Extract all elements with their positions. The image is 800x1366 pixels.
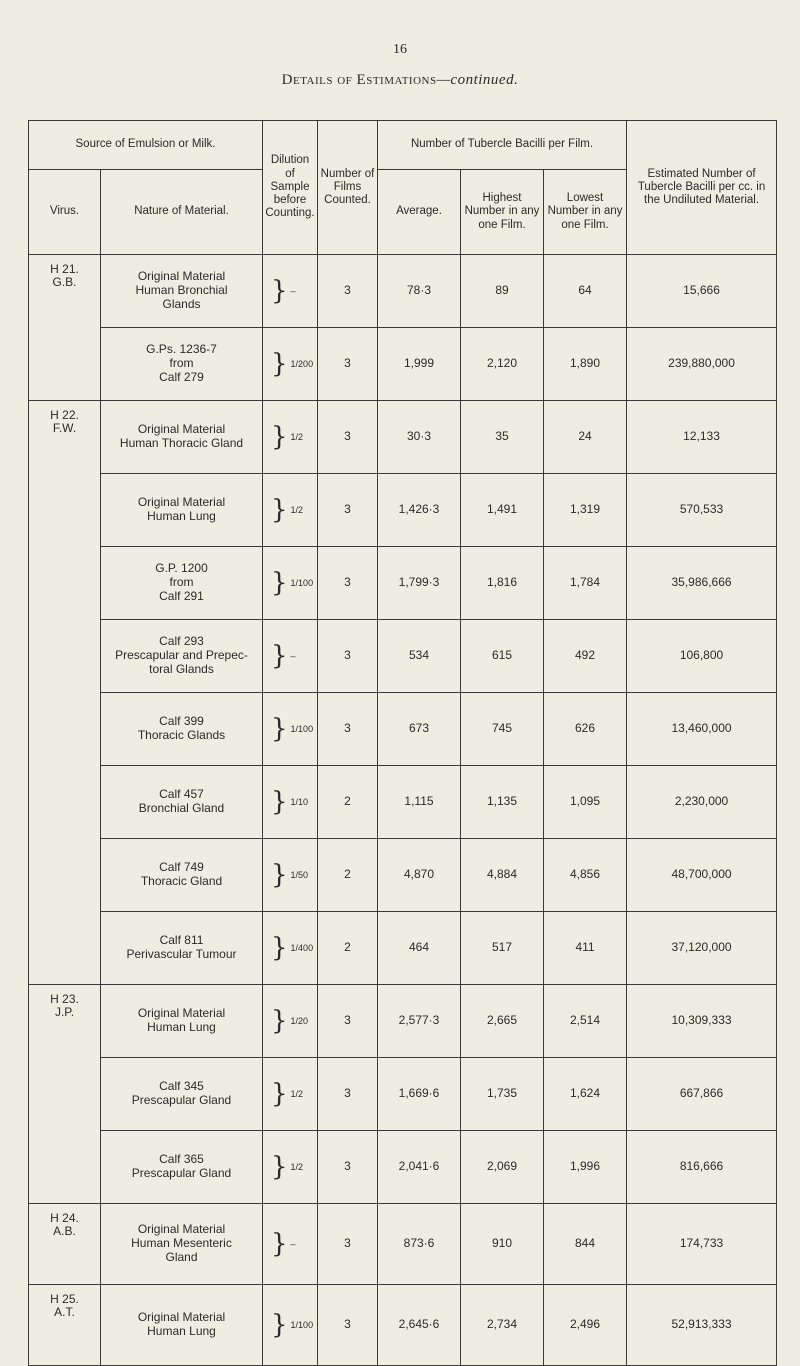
average-cell: 1,426·3	[378, 474, 461, 547]
material-line: Human Thoracic Gland	[119, 436, 244, 450]
dilution-cell	[263, 474, 318, 547]
brace-icon: }	[271, 1152, 288, 1182]
estimated-cell: 2,230,000	[627, 766, 777, 839]
highest-cell: 1,735	[461, 1058, 544, 1131]
highest-cell: 2,734	[461, 1285, 544, 1366]
films-cell: 3	[318, 547, 378, 620]
table-row	[29, 620, 777, 693]
lowest-cell: 2,514	[544, 985, 627, 1058]
table-row	[29, 547, 777, 620]
dilution-cell	[263, 985, 318, 1058]
average-cell: 873·6	[378, 1204, 461, 1285]
material-line: Original Material	[137, 269, 226, 284]
table-row	[29, 255, 777, 328]
estimated-cell: 37,120,000	[627, 912, 777, 985]
estimated-cell: 816,666	[627, 1131, 777, 1204]
material-line: Gland	[165, 1249, 198, 1264]
estimated-cell: 52,913,333	[627, 1285, 777, 1366]
average-cell: 30·3	[378, 401, 461, 474]
table-row	[29, 328, 777, 401]
films-cell: 3	[318, 401, 378, 474]
brace-icon: }	[271, 860, 288, 890]
header-source: Source of Emulsion or Milk.	[29, 121, 263, 170]
material-line: G.P. 1200	[155, 561, 208, 576]
lowest-cell: 1,319	[544, 474, 627, 547]
material-cell	[101, 1131, 263, 1204]
average-cell: 78·3	[378, 255, 461, 328]
highest-cell: 745	[461, 693, 544, 766]
header-virus: Virus.	[29, 170, 101, 255]
dilution-value: 1/100	[290, 1319, 314, 1330]
dilution-value: 1/200	[290, 358, 314, 369]
dilution-cell	[263, 1285, 318, 1366]
dilution-value: 1/2	[290, 504, 304, 515]
material-line: Human Mesenteric	[131, 1236, 232, 1251]
lowest-cell: 24	[544, 401, 627, 474]
virus-cell	[29, 255, 101, 401]
material-line: Thoracic Glands	[137, 728, 226, 742]
table-row	[29, 766, 777, 839]
material-line: Calf 291	[159, 588, 204, 603]
brace-icon: }	[271, 787, 288, 817]
average-cell: 4,870	[378, 839, 461, 912]
material-cell	[101, 328, 263, 401]
brace-icon: }	[271, 1006, 288, 1036]
virus-id: H 24.	[50, 1211, 79, 1225]
dilution-value: 1/2	[290, 431, 304, 442]
dilution-cell	[263, 328, 318, 401]
page-number: 16	[393, 42, 407, 57]
lowest-cell: 1,784	[544, 547, 627, 620]
virus-cell	[29, 1285, 101, 1366]
caption-suffix: —continued.	[436, 72, 519, 88]
material-line: Calf 399	[159, 714, 204, 729]
dilution-cell	[263, 1204, 318, 1285]
dilution-value: 1/2	[290, 1088, 304, 1099]
highest-cell: 615	[461, 620, 544, 693]
table-row	[29, 474, 777, 547]
brace-icon: }	[271, 568, 288, 598]
material-line: Perivascular Tumour	[126, 947, 237, 961]
dilution-cell	[263, 693, 318, 766]
brace-icon: }	[271, 1310, 288, 1340]
material-line: Prescapular Gland	[131, 1166, 232, 1180]
header-highest: Highest Number in any one Film.	[461, 170, 544, 255]
material-cell	[101, 1058, 263, 1131]
estimated-cell: 15,666	[627, 255, 777, 328]
highest-cell: 2,120	[461, 328, 544, 401]
average-cell: 2,577·3	[378, 985, 461, 1058]
virus-cell	[29, 985, 101, 1204]
lowest-cell: 1,996	[544, 1131, 627, 1204]
material-cell	[101, 547, 263, 620]
virus-initials: A.T.	[54, 1305, 75, 1320]
estimated-cell: 174,733	[627, 1204, 777, 1285]
films-cell: 3	[318, 328, 378, 401]
virus-id: H 23.	[50, 992, 79, 1006]
material-cell	[101, 1204, 263, 1285]
dilution-cell	[263, 766, 318, 839]
dilution-cell	[263, 401, 318, 474]
virus-initials: G.B.	[52, 275, 77, 290]
virus-cell	[29, 1204, 101, 1285]
average-cell: 1,115	[378, 766, 461, 839]
dilution-value: 1/100	[290, 723, 314, 734]
material-cell	[101, 693, 263, 766]
virus-initials: J.P.	[54, 1005, 75, 1020]
estimated-cell: 10,309,333	[627, 985, 777, 1058]
material-line: Original Material	[137, 1310, 226, 1325]
dilution-cell	[263, 620, 318, 693]
virus-cell	[29, 401, 101, 985]
films-cell: 3	[318, 1131, 378, 1204]
estimations-table	[28, 120, 777, 1366]
brace-icon: }	[271, 422, 288, 452]
estimated-cell: 35,986,666	[627, 547, 777, 620]
lowest-cell: 411	[544, 912, 627, 985]
material-line: from	[169, 356, 194, 371]
estimated-cell: 106,800	[627, 620, 777, 693]
average-cell: 464	[378, 912, 461, 985]
table-row	[29, 839, 777, 912]
material-cell	[101, 620, 263, 693]
dilution-value: 1/100	[290, 577, 314, 588]
virus-initials: A.B.	[53, 1224, 76, 1239]
highest-cell: 1,491	[461, 474, 544, 547]
material-line: Prescapular and Prepec-	[115, 648, 248, 663]
films-cell: 3	[318, 985, 378, 1058]
table-row	[29, 1204, 777, 1285]
material-cell	[101, 1285, 263, 1366]
highest-cell: 910	[461, 1204, 544, 1285]
material-cell	[101, 255, 263, 328]
estimated-cell: 48,700,000	[627, 839, 777, 912]
material-line: Glands	[162, 296, 201, 311]
dilution-value: 1/400	[290, 942, 314, 953]
virus-initials: F.W.	[52, 421, 77, 436]
dilution-value: –	[290, 285, 296, 296]
material-line: Calf 293	[159, 634, 204, 649]
lowest-cell: 64	[544, 255, 627, 328]
highest-cell: 517	[461, 912, 544, 985]
header-films: Number of Films Counted.	[318, 121, 378, 255]
material-line: Calf 457	[159, 787, 204, 802]
brace-icon: }	[271, 714, 288, 744]
lowest-cell: 492	[544, 620, 627, 693]
header-dilution: Dilution of Sample before Counting.	[263, 121, 318, 255]
material-line: Human Lung	[147, 1020, 216, 1034]
material-line: Original Material	[137, 1222, 226, 1237]
virus-id: H 21.	[50, 262, 79, 276]
films-cell: 3	[318, 474, 378, 547]
material-line: Original Material	[137, 1006, 226, 1021]
dilution-value: 1/50	[290, 869, 309, 880]
lowest-cell: 626	[544, 693, 627, 766]
virus-id: H 22.	[50, 408, 79, 422]
header-estimated: Estimated Number of Tubercle Bacilli per cc. in the Undiluted Material.	[627, 121, 777, 255]
estimated-cell: 570,533	[627, 474, 777, 547]
table-body	[29, 255, 777, 1366]
brace-icon: }	[271, 349, 288, 379]
estimated-cell: 12,133	[627, 401, 777, 474]
virus-id: H 25.	[50, 1292, 79, 1306]
highest-cell: 2,665	[461, 985, 544, 1058]
table-row	[29, 401, 777, 474]
lowest-cell: 1,890	[544, 328, 627, 401]
lowest-cell: 1,624	[544, 1058, 627, 1131]
material-cell	[101, 839, 263, 912]
material-line: Calf 811	[159, 933, 204, 948]
films-cell: 2	[318, 912, 378, 985]
lowest-cell: 844	[544, 1204, 627, 1285]
estimated-cell: 239,880,000	[627, 328, 777, 401]
highest-cell: 4,884	[461, 839, 544, 912]
material-line: Thoracic Gland	[140, 874, 223, 888]
table-row	[29, 1285, 777, 1366]
header-lowest: Lowest Number in any one Film.	[544, 170, 627, 255]
header-nature: Nature of Material.	[101, 170, 263, 255]
table-row	[29, 1058, 777, 1131]
material-line: Human Bronchial	[135, 283, 228, 298]
table-row	[29, 985, 777, 1058]
material-line: Human Lung	[147, 1324, 216, 1338]
material-line: Calf 365	[159, 1152, 204, 1167]
header-bacilli-group: Number of Tubercle Bacilli per Film.	[378, 121, 627, 170]
material-cell	[101, 766, 263, 839]
highest-cell: 89	[461, 255, 544, 328]
highest-cell: 35	[461, 401, 544, 474]
brace-icon: }	[271, 641, 288, 671]
highest-cell: 1,816	[461, 547, 544, 620]
brace-icon: }	[271, 1229, 288, 1259]
average-cell: 1,669·6	[378, 1058, 461, 1131]
films-cell: 3	[318, 1058, 378, 1131]
dilution-value: 1/20	[290, 1015, 309, 1026]
films-cell: 3	[318, 1204, 378, 1285]
material-line: toral Glands	[149, 661, 214, 676]
material-cell	[101, 401, 263, 474]
films-cell: 3	[318, 620, 378, 693]
highest-cell: 1,135	[461, 766, 544, 839]
dilution-cell	[263, 839, 318, 912]
material-line: Bronchial Gland	[138, 801, 225, 815]
table-row	[29, 912, 777, 985]
lowest-cell: 4,856	[544, 839, 627, 912]
dilution-cell	[263, 912, 318, 985]
films-cell: 3	[318, 693, 378, 766]
brace-icon: }	[271, 933, 288, 963]
material-line: Original Material	[137, 422, 226, 437]
material-cell	[101, 474, 263, 547]
material-cell	[101, 985, 263, 1058]
material-line: G.Ps. 1236-7	[146, 342, 217, 357]
estimated-cell: 667,866	[627, 1058, 777, 1131]
table-caption	[0, 72, 800, 89]
dilution-cell	[263, 1058, 318, 1131]
material-cell	[101, 912, 263, 985]
material-line: Human Lung	[147, 509, 216, 523]
material-line: Calf 345	[159, 1079, 204, 1094]
average-cell: 673	[378, 693, 461, 766]
films-cell: 3	[318, 255, 378, 328]
table-row	[29, 1131, 777, 1204]
dilution-value: 1/2	[290, 1161, 304, 1172]
dilution-value: –	[290, 650, 296, 661]
material-line: Original Material	[137, 495, 226, 510]
material-line: Calf 749	[159, 860, 204, 875]
films-cell: 3	[318, 1285, 378, 1366]
material-line: from	[169, 575, 194, 590]
table-row	[29, 693, 777, 766]
material-line: Prescapular Gland	[131, 1093, 232, 1107]
estimated-cell: 13,460,000	[627, 693, 777, 766]
dilution-cell	[263, 547, 318, 620]
caption-main: Details of Estimations	[281, 72, 437, 88]
material-line: Calf 279	[159, 369, 204, 384]
average-cell: 2,645·6	[378, 1285, 461, 1366]
average-cell: 2,041·6	[378, 1131, 461, 1204]
dilution-value: 1/10	[290, 796, 309, 807]
brace-icon: }	[271, 1079, 288, 1109]
brace-icon: }	[271, 276, 288, 306]
dilution-cell	[263, 1131, 318, 1204]
dilution-value: –	[290, 1238, 296, 1249]
average-cell: 1,799·3	[378, 547, 461, 620]
average-cell: 534	[378, 620, 461, 693]
header-average: Average.	[378, 170, 461, 255]
lowest-cell: 2,496	[544, 1285, 627, 1366]
average-cell: 1,999	[378, 328, 461, 401]
films-cell: 2	[318, 766, 378, 839]
films-cell: 2	[318, 839, 378, 912]
brace-icon: }	[271, 495, 288, 525]
lowest-cell: 1,095	[544, 766, 627, 839]
highest-cell: 2,069	[461, 1131, 544, 1204]
dilution-cell	[263, 255, 318, 328]
